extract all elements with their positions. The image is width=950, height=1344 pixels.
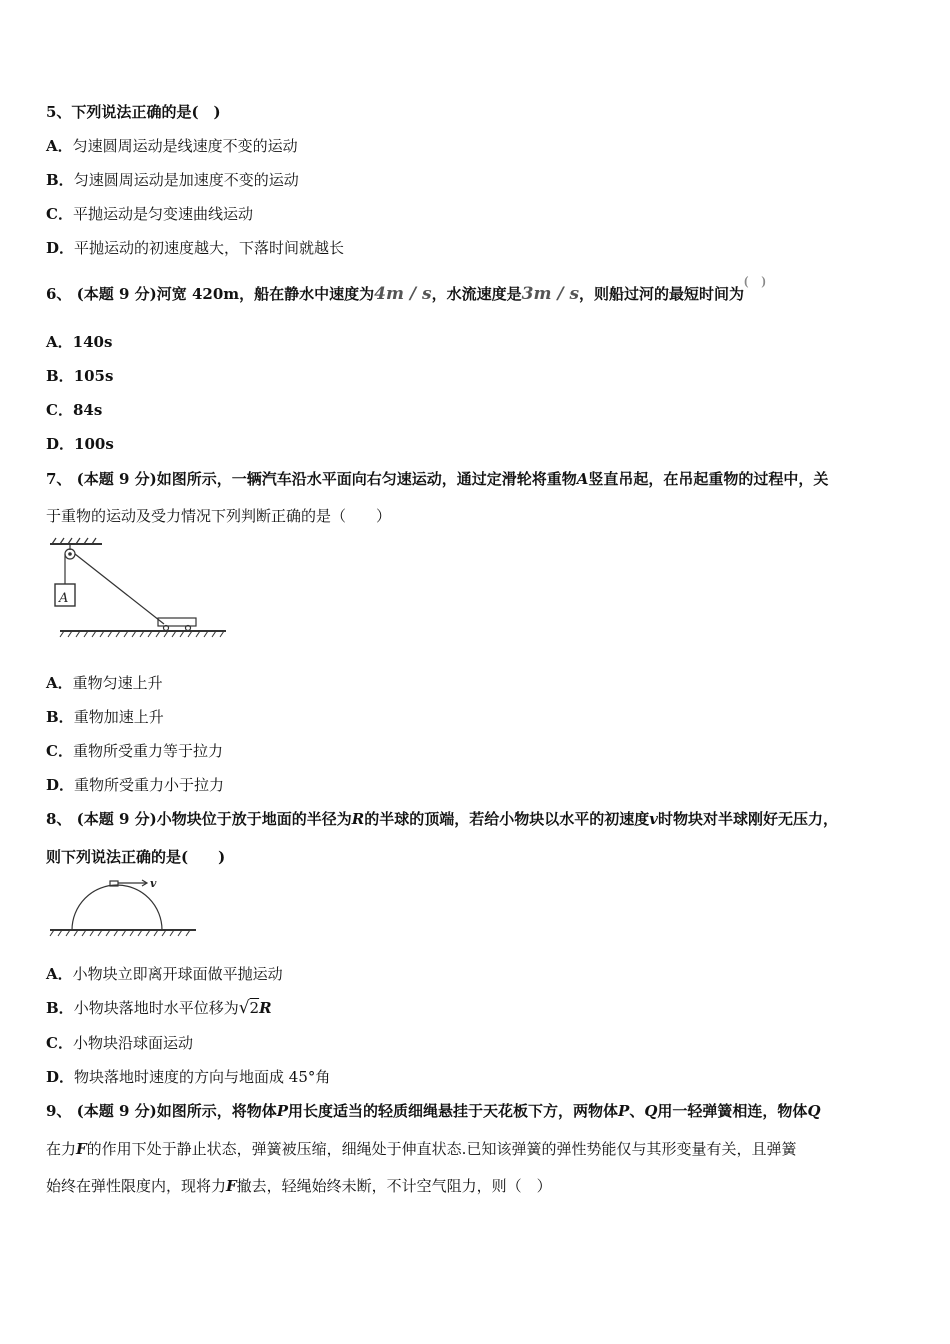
q5-option-b: B．匀速圆周运动是加速度不变的运动 [46, 171, 299, 189]
q9-stem-line1: 9、 (本题 9 分)如图所示，将物体P用长度适当的轻质细绳悬挂于天花板下方，两物体P、Q用一轻弹簧相连，物体Q [46, 1102, 821, 1120]
q7-stem-line2: 于重物的运动及受力情况下列判断正确的是（ ） [46, 507, 392, 525]
q9-stem-line2: 在力F的作用下处于静止状态，弹簧被压缩，细绳处于伸直状态.已知该弹簧的弹性势能仅与其形变量有关，且弹簧 [46, 1140, 797, 1158]
q5-stem: 5、下列说法正确的是( ) [46, 103, 221, 121]
q7-option-a: A．重物匀速上升 [46, 674, 163, 692]
q8-stem-line2: 则下列说法正确的是( ) [46, 848, 226, 866]
q5-option-c: C．平抛运动是匀变速曲线运动 [46, 205, 253, 223]
q8-hemisphere-figure [46, 874, 206, 940]
q6-option-c: C．84s [46, 401, 103, 419]
q6-option-b: B．105s [46, 367, 114, 385]
q9-stem-line3: 始终在弹性限度内，现将力F撤去，轻绳始终未断，不计空气阻力，则（ ） [46, 1177, 552, 1195]
q6-option-a: A．140s [46, 333, 113, 351]
q5-option-d: D．平抛运动的初速度越大，下落时间就越长 [46, 239, 345, 257]
q8-option-d: D．物块落地时速度的方向与地面成 45°角 [46, 1068, 331, 1086]
q5-option-a: A．匀速圆周运动是线速度不变的运动 [46, 137, 298, 155]
q6-speed-still: 4m / s [374, 284, 432, 304]
q6-option-d: D．100s [46, 435, 114, 453]
q8-figure-label: v [150, 877, 157, 890]
q7-option-b: B．重物加速上升 [46, 708, 164, 726]
q7-option-c: C．重物所受重力等于拉力 [46, 742, 223, 760]
q8-option-b: B．小物块落地时水平位移为√2R [46, 998, 272, 1018]
sqrt-symbol: √ [238, 998, 250, 1018]
q8-stem-line1: 8、 (本题 9 分)小物块位于放于地面的半径为R的半球的顶端，若给小物块以水平的初速度v时物块对半球刚好无压力， [46, 810, 838, 828]
q8-option-a: A．小物块立即离开球面做平抛运动 [46, 965, 283, 983]
q8-option-c: C．小物块沿球面运动 [46, 1034, 193, 1052]
q7-stem-line1: 7、 (本题 9 分)如图所示，一辆汽车沿水平面向右匀速运动，通过定滑轮将重物A竖直吊起，在吊起重物的过程中，关 [46, 470, 829, 488]
q6-speed-current: 3m / s [521, 284, 580, 304]
q7-pulley-figure [46, 536, 236, 644]
q7-figure-label: A [59, 591, 69, 606]
q6-stem: 6、 (本题 9 分)河宽 420m，船在静水中速度为4m / s，水流速度是3m / s，则船过河的最短时间为( ) [46, 273, 766, 304]
q6-answer-paren: ( ) [744, 273, 766, 288]
q7-option-d: D．重物所受重力小于拉力 [46, 776, 225, 794]
